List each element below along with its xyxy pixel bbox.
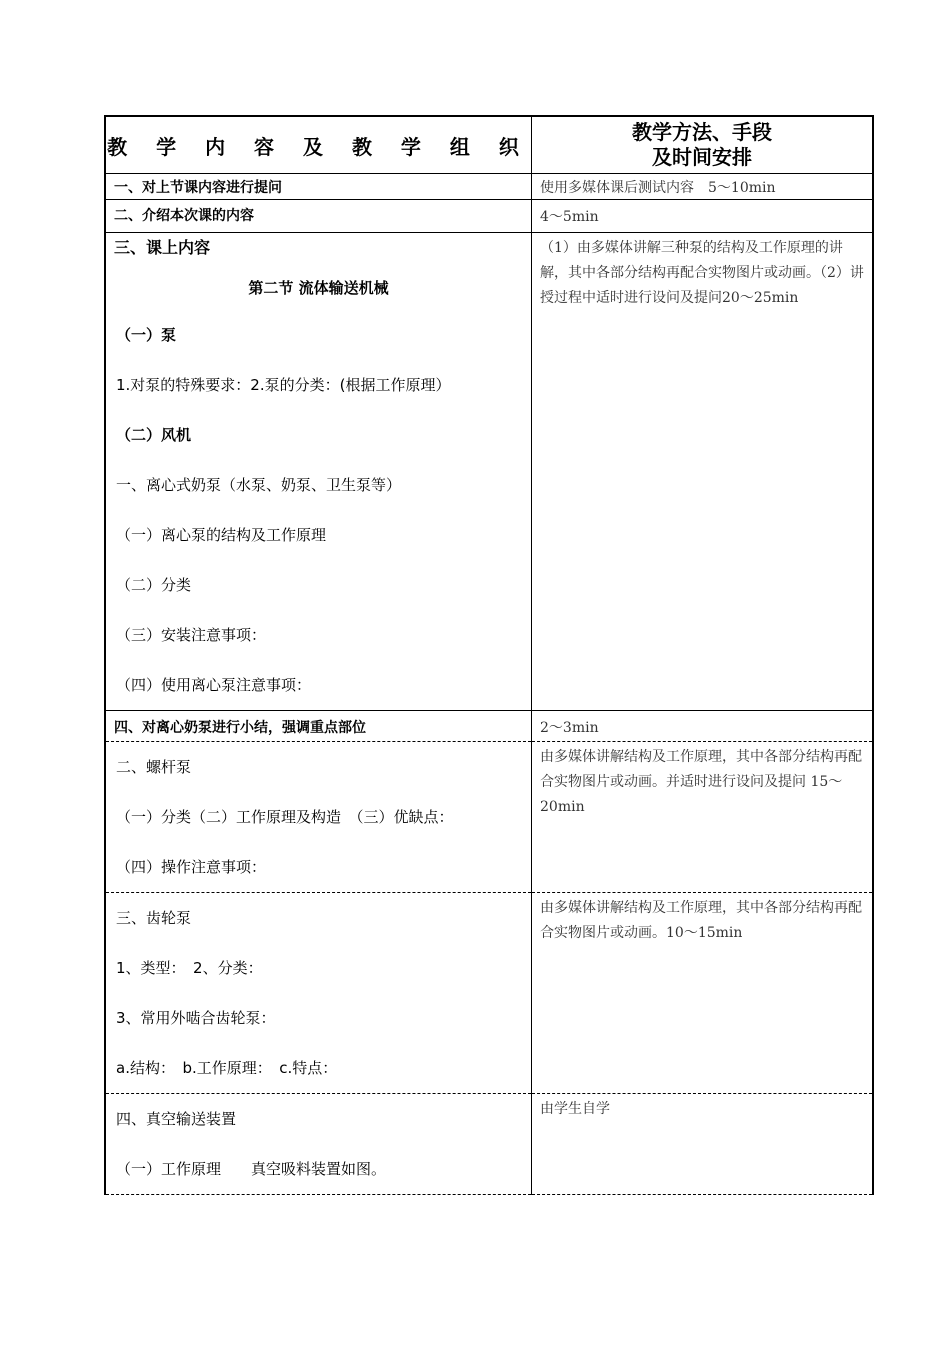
content-line: 第二节 流体输送机械 [248,279,389,297]
table-row [105,1094,873,1195]
table-row [105,893,873,1094]
section-heading: 四、对离心奶泵进行小结，强调重点部位 [114,720,366,736]
lesson-plan-table [104,115,874,1195]
content-line: 四、真空输送装置 [116,1110,237,1128]
content-line: a.结构： b.工作原理： c.特点： [116,1059,338,1077]
method-text: 4～5min [540,209,599,225]
content-line: 三、齿轮泵 [116,909,192,927]
header-method-title-line1: 教学方法、手段 [632,120,772,144]
content-line: 1、类型： 2、分类： [116,959,263,977]
content-cell [105,711,532,742]
method-cell [532,174,874,200]
content-line: 3、常用外啮合齿轮泵： [116,1009,276,1027]
content-line: （一）分类（二）工作原理及构造 （三）优缺点： [116,808,454,826]
method-text: 使用多媒体课后测试内容 5～10min [540,180,776,196]
method-cell [532,233,874,711]
content-line: 一、离心式奶泵（水泵、奶泵、卫生泵等） [116,476,402,494]
method-text: 由多媒体讲解结构及工作原理，其中各部分结构再配合实物图片或动画。并适时进行设问及提问 15～20min [540,749,862,815]
method-text: （1）由多媒体讲解三种泵的结构及工作原理的讲解，其中各部分结构再配合实物图片或动画。（2）讲授过程中适时进行设问及提问20～25min [540,240,864,306]
table-row [105,711,873,742]
content-line: （四）使用离心泵注意事项： [116,676,312,694]
content-line: （二）分类 [116,576,192,594]
method-cell [532,893,874,1094]
table-row [105,174,873,200]
header-method-column [532,116,874,174]
content-line: 1.对泵的特殊要求：2.泵的分类：(根据工作原理） [116,376,451,394]
content-cell [105,893,532,1094]
content-line: （一）泵 [116,326,177,344]
table-row [105,742,873,893]
content-line: （一）离心泵的结构及工作原理 [116,526,327,544]
content-cell [105,200,532,233]
table-header-row [105,116,873,174]
lesson-plan-sheet [104,115,871,1195]
header-content-column [105,116,532,174]
content-cell [105,233,532,711]
method-cell [532,711,874,742]
method-cell [532,200,874,233]
table-row [105,200,873,233]
method-text: 由学生自学 [540,1101,610,1117]
method-cell [532,742,874,893]
content-cell [105,174,532,200]
table-row [105,233,873,711]
method-cell [532,1094,874,1195]
content-line: （二）风机 [116,426,192,444]
content-line: （三）安装注意事项： [116,626,267,644]
content-cell [105,1094,532,1195]
section-heading: 三、课上内容 [114,238,211,257]
method-text: 2～3min [540,720,599,736]
content-line: （一）工作原理 真空吸料装置如图。 [116,1160,387,1178]
content-cell [105,742,532,893]
method-text: 由多媒体讲解结构及工作原理，其中各部分结构再配合实物图片或动画。10～15min [540,900,862,941]
header-method-title-line2: 及时间安排 [652,145,752,169]
content-line: （四）操作注意事项： [116,858,267,876]
header-content-title: 教 学 内 容 及 教 学 组 织 [107,134,530,159]
content-line: 二、螺杆泵 [116,758,192,776]
section-heading: 二、介绍本次课的内容 [114,208,254,224]
section-heading: 一、对上节课内容进行提问 [114,180,282,196]
